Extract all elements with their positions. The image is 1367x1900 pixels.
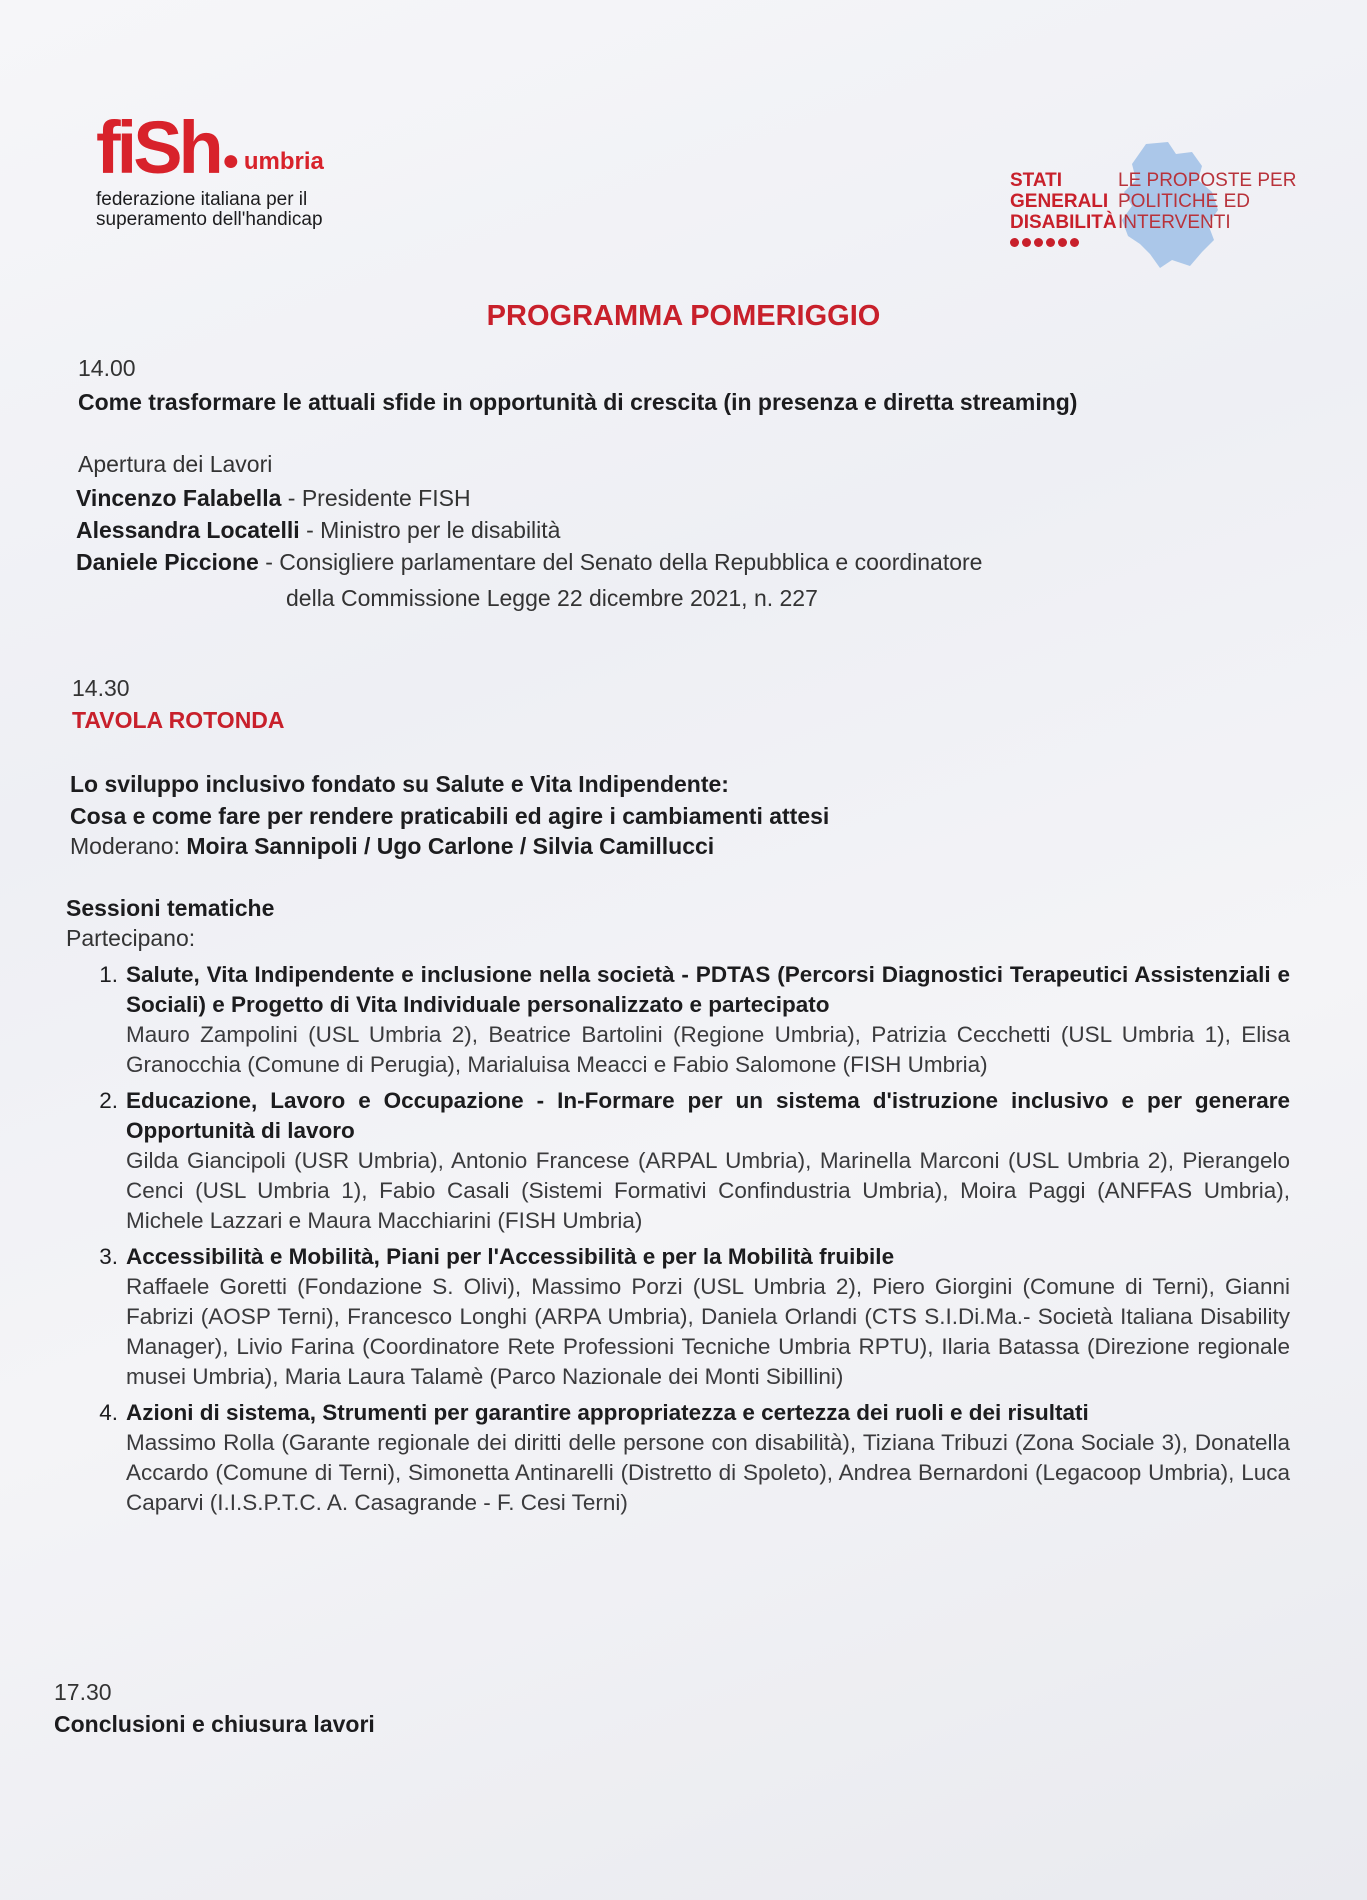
time-1730: 17.30 [54,1679,112,1705]
sessions-list [90,960,1290,1524]
time-1430: 14.30 [72,675,130,701]
logo-word-proposte: LE PROPOSTE PER [1118,170,1297,191]
time-1400: 14.00 [78,355,136,381]
speaker-role: - Ministro per le disabilità [299,517,561,543]
session-heading-1400: Come trasformare le attuali sfide in opportunità di crescita (in presenza e diretta streaming) [78,389,1078,415]
logo-word-generali: GENERALI [1010,191,1109,212]
logo-dot-icon: ● [221,144,240,177]
item-title: Salute, Vita Indipendente e inclusione nella società - PDTAS (Percorsi Diagnostici Terapeutici Assistenziali e Sociali) e Progetto di Vita Individuale personalizzato e partecipato [126,962,1290,1017]
fish-tagline-line-2: superamento dell'handicap [96,209,323,230]
participants-label: Partecipano: [66,925,196,951]
speaker-row [76,548,982,576]
logo-word-stati: STATI [1010,170,1063,191]
logo-word-interventi: INTERVENTI [1118,212,1231,233]
item-participants: Gilda Giancipoli (USR Umbria), Antonio Francese (ARPAL Umbria), Marinella Marconi (USL Umbria 2), Pierangelo Cenci (USL Umbria 1), Fabio Casali (Sistemi Formativi Confindustria Umbria), Moira Paggi (ANFFAS Umbria), Michele Lazzari e Maura Macchiarini (FISH Umbria) [126,1148,1290,1233]
speaker-role: - Consigliere parlamentare del Senato della Repubblica e coordinatore [258,549,983,575]
closing-heading: Conclusioni e chiusura lavori [54,1711,375,1737]
item-participants: Raffaele Goretti (Fondazione S. Olivi), Massimo Porzi (USL Umbria 2), Piero Giorgini (Comune di Terni), Gianni Fabrizi (AOSP Terni), Francesco Longhi (ARPA Umbria), Daniela Orlandi (CTS S.I.Di.Ma.- Società Italiana Disability Manager), Livio Farina (Coordinatore Rete Professioni Tecniche Umbria RPTU), Ilaria Batassa (Direzione regionale musei Umbria), Maria Laura Talamè (Parco Nazionale dei Monti Sibillini) [126,1274,1290,1389]
item-participants: Massimo Rolla (Garante regionale dei diritti delle persone con disabilità), Tiziana Tribuzi (Zona Sociale 3), Donatella Accardo (Comune di Terni), Simonetta Antinarelli (Distretto di Spoleto), Andrea Bernardoni (Legacoop Umbria), Luca Caparvi (I.I.S.P.T.C. A. Casagrande - F. Cesi Terni) [126,1430,1290,1515]
item-title: Accessibilità e Mobilità, Piani per l'Accessibilità e per la Mobilità fruibile [126,1244,895,1269]
page-title: PROGRAMMA POMERIGGIO [486,300,881,332]
logo-dots-icon [1010,238,1079,247]
sessions-label: Sessioni tematiche [66,895,275,921]
item-number: 4. [99,1400,118,1425]
item-number: 2. [99,1088,118,1113]
speaker-row [76,516,560,544]
fish-region: umbria [243,148,324,175]
fish-tagline [96,190,396,230]
stati-generali-logo [1006,140,1296,270]
item-title: Azioni di sistema, Strumenti per garantire appropriatezza e certezza dei ruoli e dei risultati [126,1400,1089,1425]
list-item [90,1398,1290,1518]
item-participants: Mauro Zampolini (USL Umbria 2), Beatrice Bartolini (Regione Umbria), Patrizia Cecchetti (USL Umbria 1), Elisa Granocchia (Comune di Perugia), Marialuisa Meacci e Fabio Salomone (FISH Umbria) [126,1022,1290,1077]
opening-label: Apertura dei Lavori [78,451,273,477]
moderators-row [70,832,714,860]
logo-word-politiche: POLITICHE ED [1118,191,1250,212]
list-item [90,1086,1290,1236]
logo-word-disabilita: DISABILITÀ [1010,212,1117,233]
fish-tagline-line-1: federazione italiana per il [96,189,308,210]
round-table-label: TAVOLA ROTONDA [72,707,285,733]
list-item [90,1242,1290,1392]
speaker-role: - Presidente FISH [281,485,471,511]
speaker-row [76,484,471,512]
speaker-name: Daniele Piccione [76,549,259,575]
round-table-heading-2: Cosa e come fare per rendere praticabili ed agire i cambiamenti attesi [70,803,830,829]
speaker-role-continued: della Commissione Legge 22 dicembre 2021, n. 227 [286,585,818,611]
fish-umbria-logo [96,106,396,230]
list-item [90,960,1290,1080]
speaker-name: Alessandra Locatelli [76,517,300,543]
speaker-name: Vincenzo Falabella [76,485,282,511]
item-title: Educazione, Lavoro e Occupazione - In-Formare per un sistema d'istruzione inclusivo e per generare Opportunità di lavoro [126,1088,1290,1143]
moderators-label: Moderano: [70,833,187,859]
moderators-names: Moira Sannipoli / Ugo Carlone / Silvia Camillucci [186,833,715,859]
fish-wordmark: fiSh [96,106,220,189]
item-number: 1. [99,962,118,987]
round-table-heading-1: Lo sviluppo inclusivo fondato su Salute e Vita Indipendente: [70,771,729,797]
item-number: 3. [99,1244,118,1269]
